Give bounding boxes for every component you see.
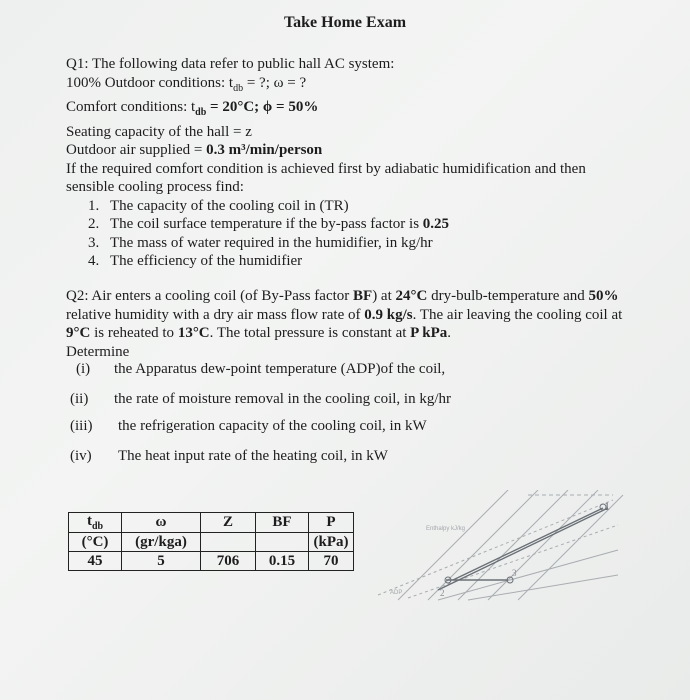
- list-item: 3. The mass of water required in the humidifier, in kg/hr: [88, 234, 433, 251]
- table-cell: (gr/kga): [122, 533, 201, 552]
- grid-lines: [378, 490, 623, 600]
- q1-outdoor: 100% Outdoor conditions: $t_{db}$ = ?; ω = ?: [66, 74, 307, 94]
- q2-determine: Determine: [66, 343, 130, 360]
- list-item: 1. The capacity of the cooling coil in (TR): [88, 197, 349, 214]
- table-row: [69, 513, 354, 533]
- saturation-line: [438, 508, 608, 590]
- enthalpy-label: Enthalpy kJ/kg: [426, 526, 466, 532]
- table-row: [69, 533, 354, 552]
- table-cell: [256, 533, 309, 552]
- table-header: Z: [201, 513, 256, 533]
- q1-air: Outdoor air supplied = 0.3 m³/min/person: [66, 142, 323, 158]
- table-header: BF: [256, 513, 309, 533]
- psychrometric-sketch: [368, 490, 628, 615]
- q1-list: [88, 197, 636, 271]
- q1-condition: If the required comfort condition is achieved first by adiabatic humidification and then sensible cooling process find:: [66, 160, 586, 195]
- adp-label: ADP: [390, 590, 403, 596]
- label-1: 1: [604, 499, 610, 513]
- table-cell: 0.15: [256, 552, 309, 571]
- table-cell: (kPa): [309, 533, 354, 552]
- table-cell: 45: [69, 552, 122, 571]
- table-header: $t_{db}$: [69, 513, 122, 533]
- table-cell: (°C): [69, 533, 122, 552]
- table-header: ω: [122, 513, 201, 533]
- q1-comfort: Comfort conditions: $t_{db} = 20^\circ C$; ϕ = 50%: [66, 99, 319, 118]
- question-2: [66, 287, 626, 361]
- list-item: 4. The efficiency of the humidifier: [88, 253, 303, 269]
- q1-seating: Seating capacity of the hall = z: [66, 123, 252, 140]
- list-item: 2. The coil surface temperature if the by-pass factor is 0.25: [88, 216, 450, 232]
- page-title: Take Home Exam: [283, 14, 407, 31]
- table-cell: 706: [201, 552, 256, 571]
- table-header: P: [309, 513, 354, 533]
- table-cell: [201, 533, 256, 552]
- cooling-line: [453, 508, 603, 580]
- table-cell: 5: [122, 552, 201, 571]
- table-row: [69, 552, 354, 571]
- label-2: 2: [440, 588, 445, 598]
- label-3: 3: [512, 568, 517, 578]
- question-1: [66, 55, 636, 271]
- data-table: [68, 512, 354, 571]
- table-cell: 70: [309, 552, 354, 571]
- process-lines: [438, 508, 608, 590]
- q2-paragraph: Q2: Air enters a cooling coil (of By-Pass factor BF) at 24°C dry-bulb-temperature and 50% relative humidity with a dry air mass flow rate of 0.9 kg/s. The air leaving the cooling coil at 9°C is reheated to 13°C. The total pressure is constant at P kPa.: [66, 288, 623, 341]
- q1-intro: Q1: The following data refer to public hall AC system:: [66, 56, 395, 72]
